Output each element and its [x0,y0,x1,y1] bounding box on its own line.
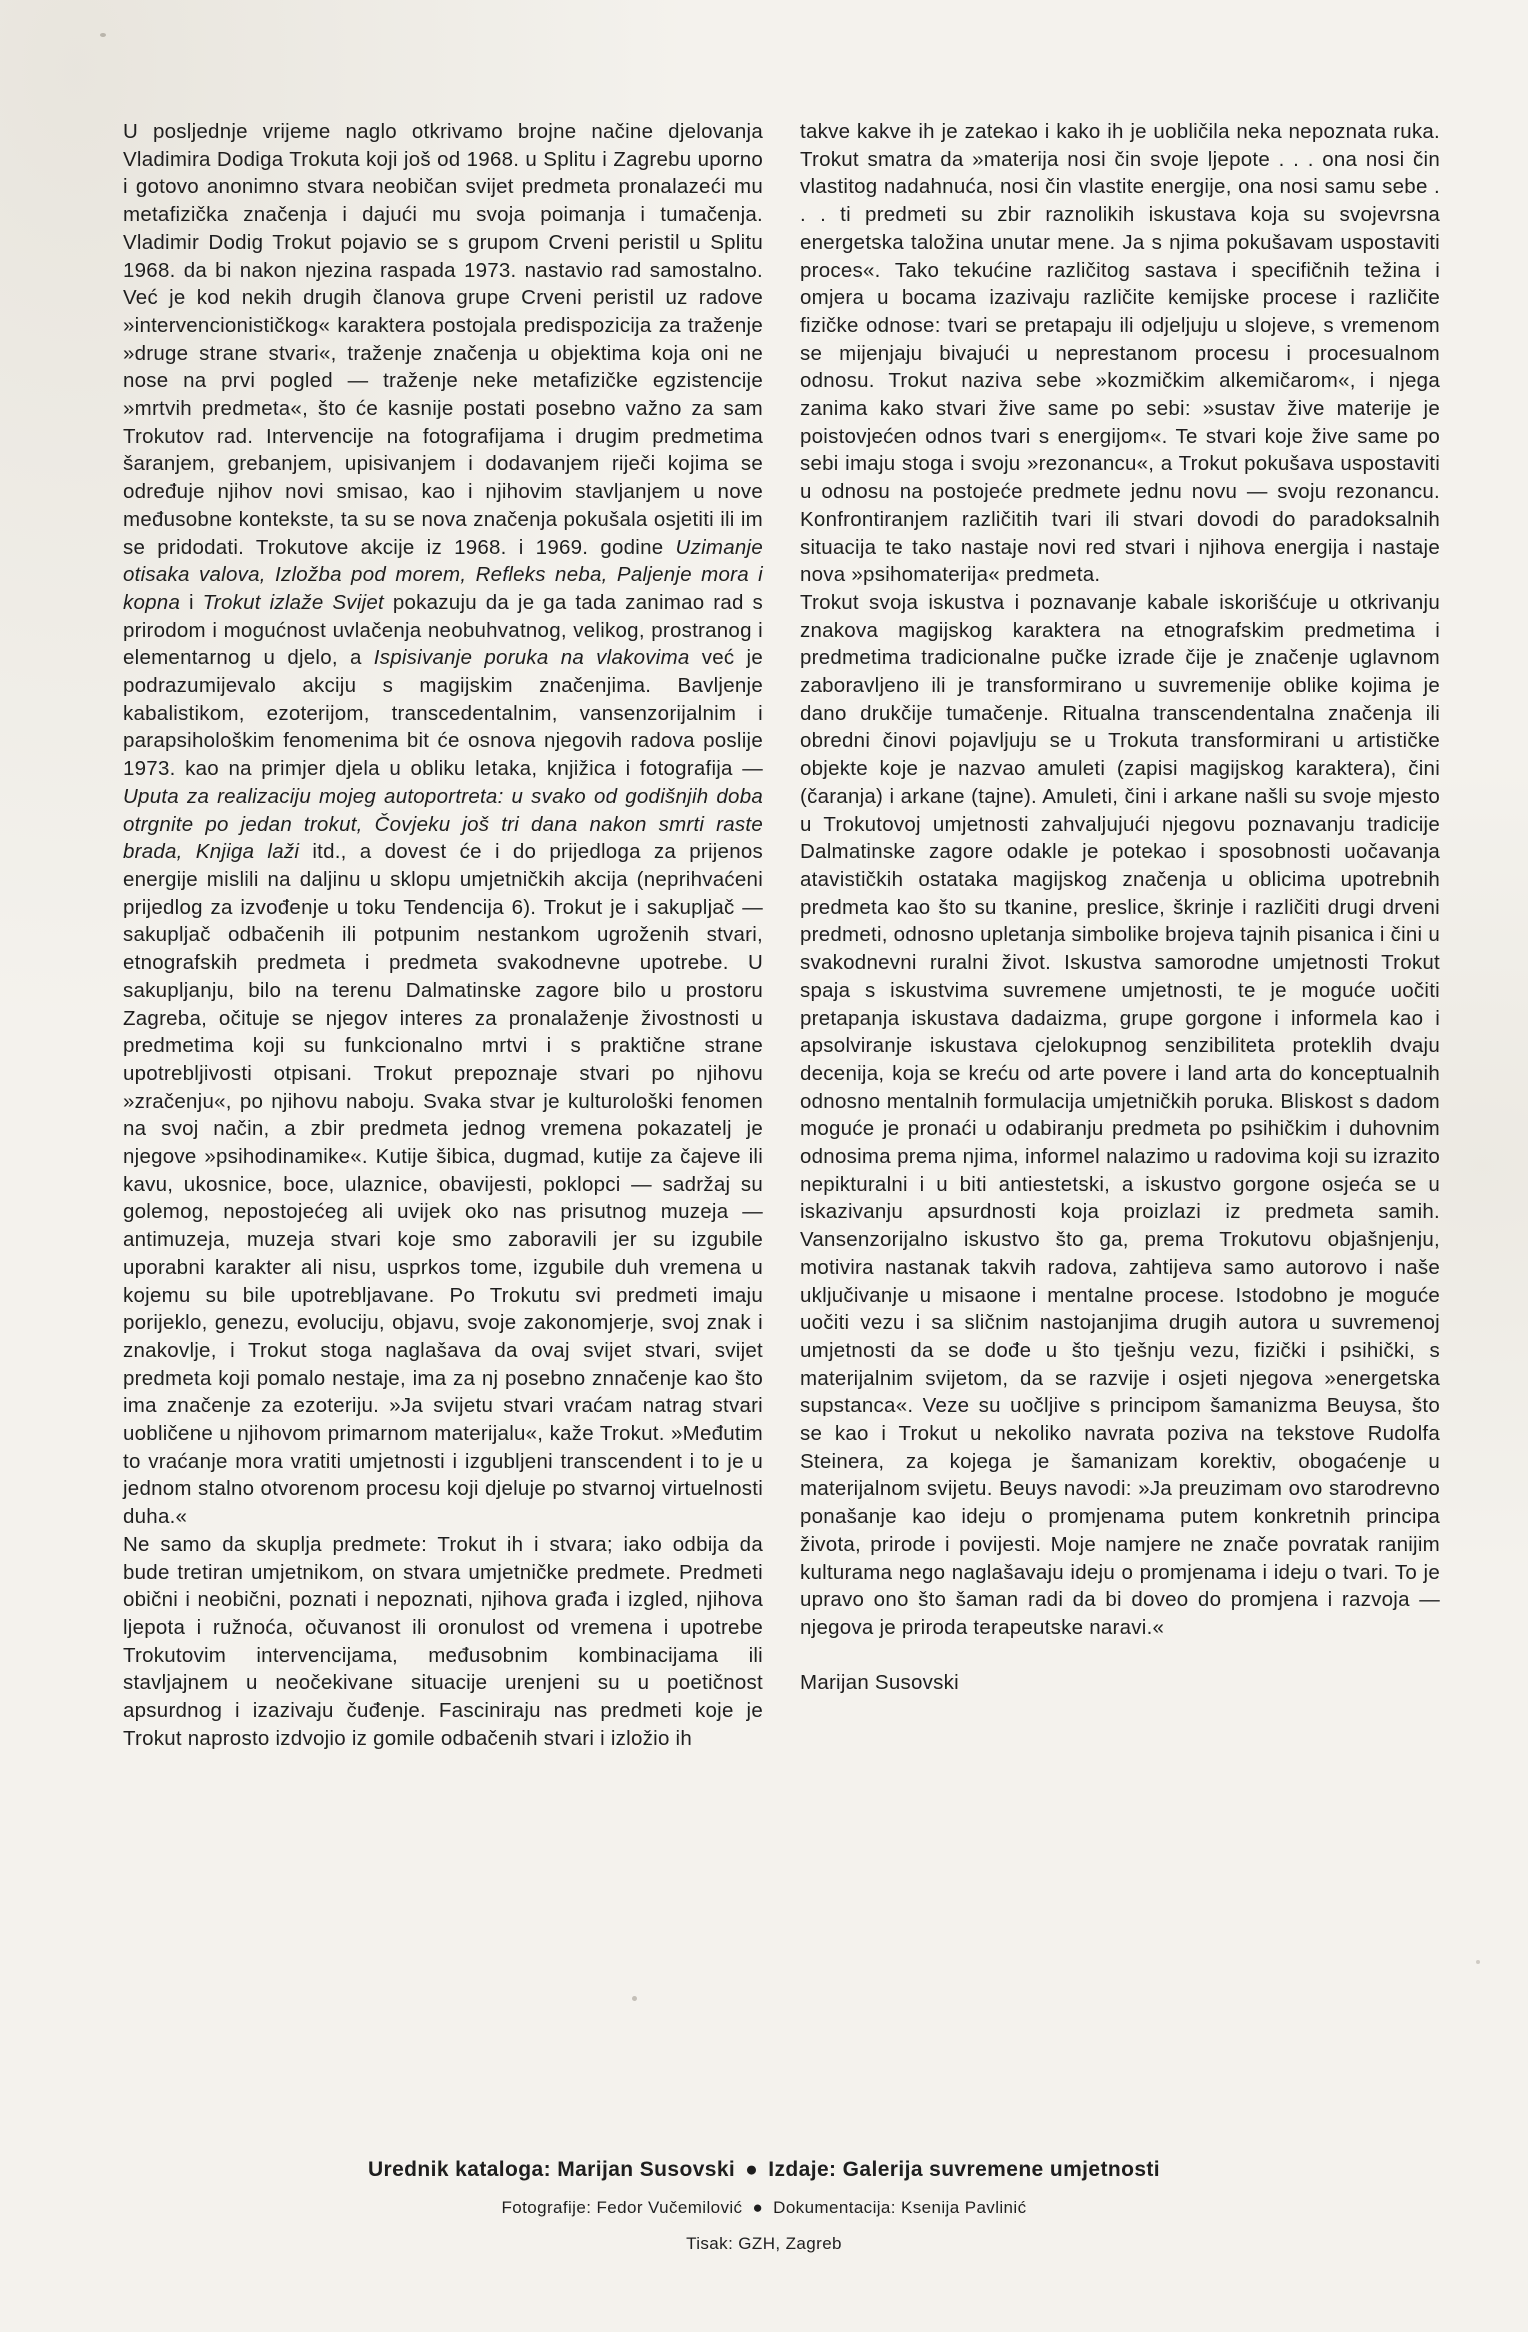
bullet-icon: ● [752,2198,764,2217]
work-title: Ispisivanje poruka na vlakovima [373,646,690,670]
work-title: Uputa za realizaciju mojeg autoportreta: u svako od godišnjih doba otrgnite po jedan trokut, Čovjeku još tri dana nakon smrti raste brada, Knjiga laži [123,784,763,864]
article-body-left [123,118,763,1531]
author-signature: Marijan Susovski [800,1670,959,1694]
print-credit: Tisak: GZH, Zagreb [686,2234,842,2253]
text-run: Trokut svoja iskustva i poznavanje kabale iskorišćuje u otkrivanju znakova magijskog karaktera na etnografskim predmetima i predmetima tradicionalne pučke izrade čije je značenje uglavnom zaboravljeno ili je transformirano u suvremenije oblike kojima je dano drukčije tumačenje. Ritualna transcendentalna značenja ili obredni činovi pojavljuju se u Trokuta transformirani u artističke objekte koje je nazvao amuleti (zapisi magijskog karaktera), čini (čaranja) i arkane (tajne). Amuleti, čini i arkane našli su svoje mjesto u Trokutovoj umjetnosti zahvaljujući njegovu poznavanju tradicije Dalmatinske zagore odakle je potekao i sposobnosti uočavanja atavističkih ostataka magijskog značenja u oblicima upotrebnih predmeta kao što su tkanine, preslice, škrinje i različiti drugi drveni predmeti, odnosno upletanja simbolike brojeva tajnih pisanica i čini u svakodnevni ruralni život. Iskustva samorodne umjetnosti Trokut spaja s iskustvima suvremene umjetnosti, te je moguće uočiti pretapanja iskustava dadaizma, grupe gorgone i informela kao i apsolviranje iskustava cjelokupnog senzibiliteta proteklih dvaju decenija, koja se kreću od arte povere i land arta do konceptualnih odnosno mentalnih formulacija umjetničkih poruka. Bliskost s dadom moguće je pronaći u odabiranju predmeta po psihičkim i duhovnim odnosima prema njima, informel nalazimo u radovima koji su izrazito nepikturalni i u biti antiestetski, a iskustvo gorgone osjeća se u iskazivanju apsurdnosti koja proizlazi iz predmeta samih. Vansenzorijalno iskustvo što ga, prema Trokutovu objašnjenju, motivira nastanak takvih radova, zahtijeva samo autorovo i naše uključivanje u misaone i mentalne procese. Istodobno je moguće uočiti vezu i sa sličnim nastojanjima drugih autora u suvremenoj umjetnosti da se dođe u što tješnju vezu, fizički i psihički, s materijalnim svijetom, da se razvije i osjeti njegova »energetska supstanca«. Veze su uočljive s principom šamanizma Beuysa, što se kao i Trokut u nekoliko navrata poziva na tekstove Rudolfa Steinera, za kojega je šamanizam korektiv, obogaćenje u materijalnom svijetu. Beuys navodi: »Ja preuzimam ovo starodrevno ponašanje kao ideju o promjenama putem konkretnih principa života, prirode i povijesti. Moje namjere ne znače povratak ranijim kulturama nego naglašavaju ideju o promjenama i ideju o tvari. To je upravo ono što šaman radi da bi doveo do promjena i razvoja — njegova je priroda terapeutske naravi.« [800,590,1440,1639]
editor-credit: Urednik kataloga: Marijan Susovski [367,2158,736,2181]
photo-credit: Fotografije: Fedor Vučemilović [501,2198,743,2217]
text-run: U posljednje vrijeme naglo otkrivamo brojne načine djelovanja Vladimira Dodiga Trokuta koji još od 1968. u Splitu i Zagrebu uporno i gotovo anonimno stvara neobičan svijet predmeta pronalazeći mu metafizička značenja i dajući mu svoja poimanja i tumačenja. Vladimir Dodig Trokut pojavio se s grupom Crveni peristil u Splitu 1968. da bi nakon njezina raspada 1973. nastavio rad samostalno. Već je kod nekih drugih članova grupe Crveni peristil uz radove »intervencionističkog« karaktera postojala predispozicija za traženje »druge strane stvari«, traženje značenja u objektima koja oni ne nose na prvi pogled — traženje neke metafizičke egzistencije »mrtvih predmeta«, što će kasnije postati posebno važno za sam Trokutov rad. Intervencije na fotografijama i drugim predmetima šaranjem, grebanjem, upisivanjem i dodavanjem riječi kojima se određuje njihov novi smisao, kao i njihovim stavljanjem u nove međusobne kontekste, ta su se nova značenja pokušala osjetiti ili im se pridodati. Trokutove akcije iz 1968. i 1969. godine [123,120,763,559]
article-body-right [800,118,1440,589]
text-run: itd., a dovest će i do prijedloga za prijenos energije mislili na daljinu u sklopu umjetničkih akcija (neprihvaćeni prijedlog za izvođenje u toku Tendencija 6). Trokut je i sakupljač — sakupljač odbačenih ili potpunim nestankom ugroženih stvari, etnografskih predmeta i predmeta svakodnevne upotrebe. U sakupljanju, bilo na terenu Dalmatinske zagore bilo u prostoru Zagreba, očituje se njegov interes za pronalaženje živostnosti u predmetima koji su funkcionalno mrtvi i s praktične strane upotrebljivosti otpisani. Trokut prepoznaje stvari po njihovu »zračenju«, po njihovu naboju. Svaka stvar je kulturološki fenomen na svoj način, a zbir predmeta jednog vremena pokazatelj je njegove »psihodinamike«. Kutije šibica, dugmad, kutije za čajeve ili kavu, ukosnice, boce, ulaznice, obavijesti, poklopci — sadržaj su golemog, nepostojećeg ali uvijek oko nas prisutnog muzeja — antimuzeja, muzeja stvari koje smo zaboravili jer su izgubile uporabni karakter ali nisu, usprkos tome, izgubile duh vremena u kojemu su bile upotrebljavane. Po Trokutu svi predmeti imaju porijeklo, genezu, evoluciju, objavu, svoje zakonomjerje, svoj znak i znakovlje, i Trokut stoga naglašava da ovaj svijet stvari, svijet predmeta koji pomalo nestaje, ima za nj posebno znnačenje kao što ima značenje za ezoteriju. »Ja svijetu stvari vraćam natrag stvari uobličene u njihovom primarnom materijalu«, kaže Trokut. »Međutim to vraćanje mora vratiti umjetnosti i izgubljeni transcendent i to je u jednom stalno otvorenom procesu koji djeluje po stvarnoj virtuelnosti duha.« [123,840,764,1529]
footer-print-line [0,2234,1528,2254]
text-run: i [180,590,203,614]
text-run: već je podrazumijevalo akciju s magijskim značenjima. Bavljenje kabalistikom, ezoterijom, transcedentalnim, vansenzorijalnim i parapsihološkim fenomenima bit će osnova njegovih radova poslije 1973. kao na primjer djela u obliku letaka, knjižica i fotografija — [123,646,763,781]
footer-editor-line [0,2158,1528,2182]
paragraph [800,589,1440,1642]
paper-speck [100,33,106,37]
bullet-icon: ● [745,2158,759,2181]
paper-speck [632,1996,637,2001]
footer-credits-line [0,2198,1528,2218]
publisher-credit: Izdaje: Galerija suvremene umjetnosti [768,2158,1161,2181]
paragraph [123,1531,763,1753]
left-text-column [123,118,763,1752]
text-run: Ne samo da skuplja predmete: Trokut ih i stvara; iako odbija da bude tretiran umjetnikom, on stvara umjetničke predmete. Predmeti obični i neobični, poznati i nepoznati, njihova građa i izgled, njihova ljepota i ružnoća, očuvanost ili oronulost od vremena i upotrebe Trokutovim intervencijama, međusobnim kombinacijama ili stavljajnem u neočekivane situacije urenjeni su u poetičnost apsurdnog i izazivaju čuđenje. Fasciniraju nas predmeti koje je Trokut naprosto izdvojio iz gomile odbačenih stvari i izložio ih [123,1532,763,1750]
work-title: Trokut izlaže Svijet [202,590,384,614]
text-run: pokazuju da je ga tada zanimao rad s prirodom i mogućnost uvlačenja neobuhvatnog, velikog, prostranog i elementarnog u djelo, a [123,590,763,670]
documentation-credit: Dokumentacija: Ksenija Pavlinić [773,2198,1027,2217]
paper-speck [1476,1960,1480,1964]
text-run: takve kakve ih je zatekao i kako ih je uobličila neka nepoznata ruka. Trokut smatra da »materija nosi čin svoje ljepote . . . ona nosi čin vlastitog nadahnuća, nosi čin vlastite energije, ona nosi samu sebe . . . ti predmeti su zbir raznolikih iskustava koja su svojevrsna energetska taložina unutar mene. Ja s njima pokušavam uspostaviti proces«. Tako tekućine različitog sastava i specifičnih težina i omjera u bocama izazivaju različite kemijske procese i različite fizičke odnose: tvari se pretapaju ili odjeljuju u slojeve, s vremenom se mijenjaju bivajući u neprestanom procesu i procesualnom odnosu. Trokut naziva sebe »kozmičkim alkemičarom«, i njega zanima kako stvari žive same po sebi: »sustav žive materije je poistovjećen odnos tvari s energijom«. Te stvari koje žive same po sebi imaju stoga i svoju »rezonancu«, a Trokut pokušava uspostaviti u odnosu na postojeće predmete jednu novu — svoju rezonancu. Konfrontiranjem različitih tvari ili stvari dovodi do paradoksalnih situacija te tako nastaje novi red stvari i njihova energija i nastaje nova »psihomaterija« predmeta. [800,120,1440,587]
right-text-column [800,118,1440,1696]
work-title: Uzimanje otisaka valova, Izložba pod morem, Refleks neba, Paljenje mora i kopna [123,535,763,614]
